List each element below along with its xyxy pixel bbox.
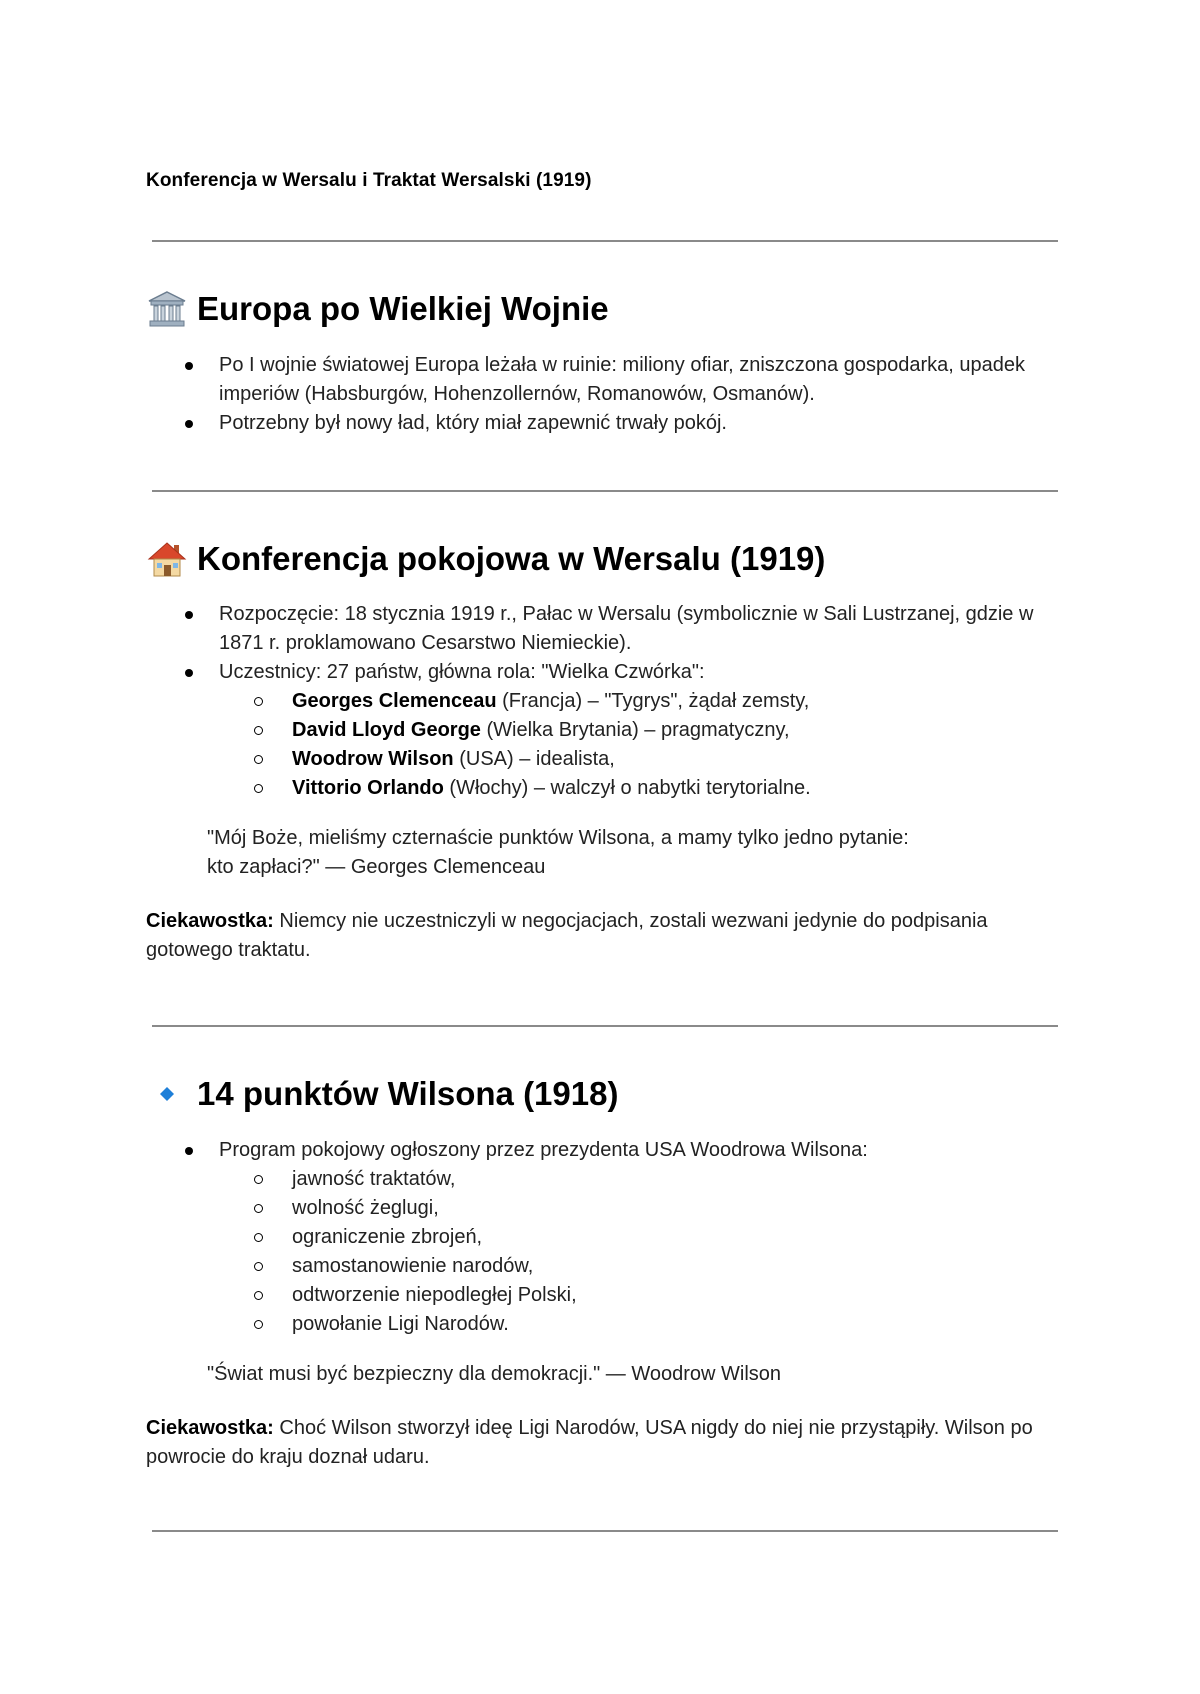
person-name: David Lloyd George — [292, 719, 481, 741]
house-icon — [146, 539, 188, 579]
list-item: Potrzebny był nowy ład, który miał zapewnić trwały pokój. — [146, 409, 1066, 438]
bullet-list — [146, 600, 1066, 803]
quote-line: "Świat musi być bezpieczny dla demokracji." — Woodrow Wilson — [207, 1363, 782, 1385]
person-desc: (Francja) – "Tygrys", żądał zemsty, — [496, 690, 810, 712]
list-item — [146, 1136, 1066, 1339]
section-wilson-points — [146, 1074, 1066, 1472]
section-heading — [146, 1074, 1066, 1114]
big-four-list — [219, 687, 1066, 803]
section-europe-after-war — [146, 289, 1066, 438]
horizontal-rule — [152, 490, 1058, 492]
section-heading — [146, 289, 1066, 329]
horizontal-rule — [152, 1530, 1058, 1532]
points-list — [219, 1165, 1066, 1339]
horizontal-rule — [152, 240, 1058, 242]
horizontal-rule — [152, 1025, 1058, 1027]
trivia-label: Ciekawostka: — [146, 910, 274, 932]
quote-line: "Mój Boże, mieliśmy czternaście punktów Wilsona, a mamy tylko jedno pytanie: — [207, 827, 909, 849]
list-item-text: Uczestnicy: 27 państw, główna rola: "Wielka Czwórka": — [219, 661, 705, 683]
quote — [146, 824, 1066, 882]
list-item — [219, 716, 1066, 745]
section-heading-text: Konferencja pokojowa w Wersalu (1919) — [197, 540, 826, 577]
bullet-list — [146, 1136, 1066, 1339]
list-item — [219, 687, 1066, 716]
trivia-note — [146, 1414, 1066, 1472]
list-item: powołanie Ligi Narodów. — [219, 1310, 1066, 1339]
list-item-text: Program pokojowy ogłoszony przez prezydenta USA Woodrowa Wilsona: — [219, 1139, 868, 1161]
list-item — [146, 658, 1066, 803]
classical-building-icon — [146, 289, 188, 329]
list-item: Po I wojnie światowej Europa leżała w ruinie: miliony ofiar, zniszczona gospodarka, upadek imperiów (Habsburgów, Hohenzollernów, Romanowów, Osmanów). — [146, 351, 1066, 409]
person-desc: (Włochy) – walczył o nabytki terytorialne. — [443, 777, 811, 799]
section-heading-text: 14 punktów Wilsona (1918) — [197, 1075, 619, 1112]
list-item — [219, 745, 1066, 774]
person-desc: (Wielka Brytania) – pragmatyczny, — [480, 719, 790, 741]
blue-diamond-icon — [146, 1074, 188, 1114]
list-item: jawność traktatów, — [219, 1165, 1066, 1194]
trivia-label: Ciekawostka: — [146, 1417, 274, 1439]
list-item — [219, 774, 1066, 803]
quote-line: kto zapłaci?" — Georges Clemenceau — [207, 856, 546, 878]
trivia-text: Niemcy nie uczestniczyli w negocjacjach, zostali wezwani jedynie do podpisania gotowego traktatu. — [146, 910, 988, 961]
list-item: ograniczenie zbrojeń, — [219, 1223, 1066, 1252]
person-name: Georges Clemenceau — [292, 690, 497, 712]
quote — [146, 1360, 1066, 1389]
trivia-text: Choć Wilson stworzył ideę Ligi Narodów, USA nigdy do niej nie przystąpiły. Wilson po powrocie do kraju doznał udaru. — [146, 1417, 1033, 1468]
section-heading-text: Europa po Wielkiej Wojnie — [197, 290, 609, 327]
bullet-list — [146, 351, 1066, 438]
list-item: samostanowienie narodów, — [219, 1252, 1066, 1281]
section-heading — [146, 539, 1066, 579]
person-desc: (USA) – idealista, — [453, 748, 615, 770]
section-versailles-conference — [146, 539, 1066, 965]
trivia-note — [146, 907, 1066, 965]
person-name: Woodrow Wilson — [292, 748, 454, 770]
person-name: Vittorio Orlando — [292, 777, 444, 799]
list-item: Rozpoczęcie: 18 stycznia 1919 r., Pałac w Wersalu (symbolicznie w Sali Lustrzanej, gdzie w 1871 r. proklamowano Cesarstwo Niemieckie). — [146, 600, 1066, 658]
list-item: odtworzenie niepodległej Polski, — [219, 1281, 1066, 1310]
document-title: Konferencja w Wersalu i Traktat Wersalski (1919) — [146, 170, 592, 191]
list-item: wolność żeglugi, — [219, 1194, 1066, 1223]
